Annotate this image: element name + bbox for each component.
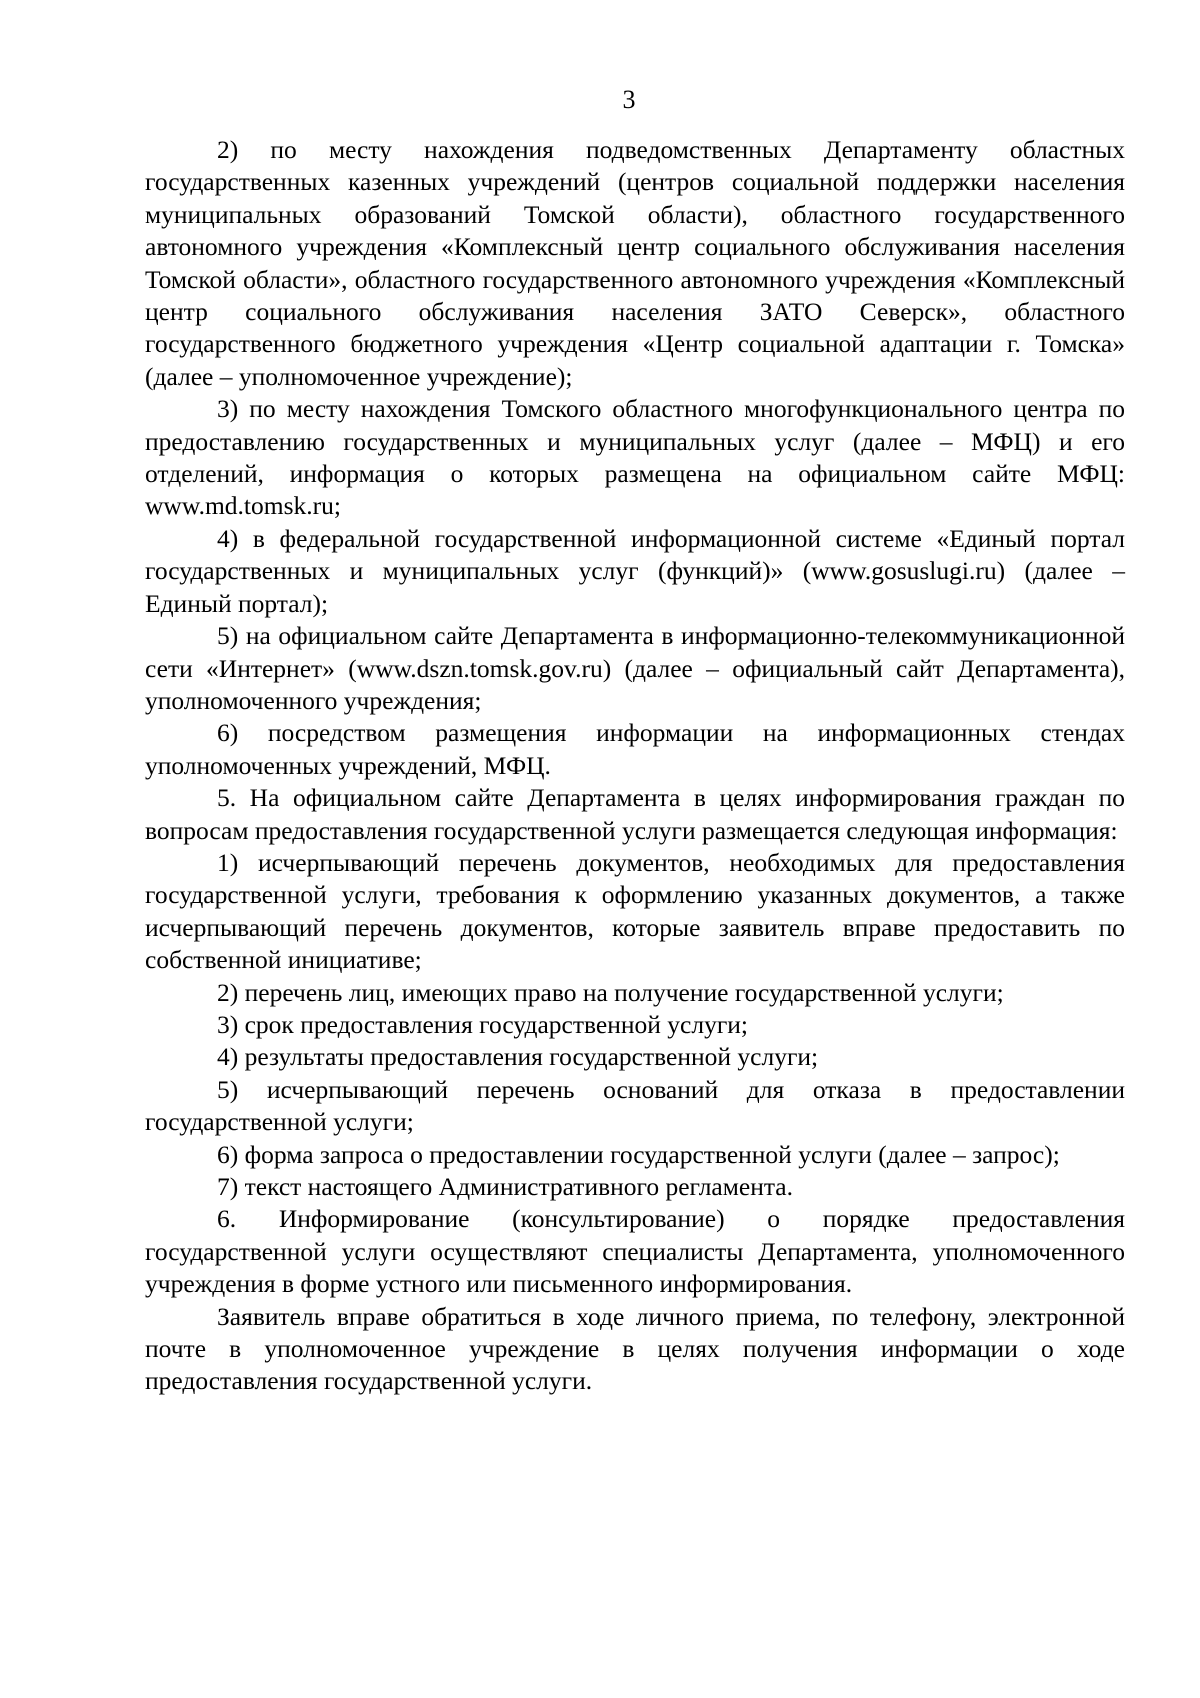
paragraph: 7) текст настоящего Административного регламента. (217, 1172, 794, 1201)
paragraph: 6) посредством размещения информации на информационных стендах уполномоченных учреждений, МФЦ. (145, 718, 1125, 780)
paragraph: 4) результаты предоставления государственной услуги; (217, 1042, 819, 1072)
paragraph: 1) исчерпывающий перечень документов, необходимых для предоставления государственной услуги, требования к оформлению указанных документов, а также исчерпывающий перечень документов, которые заявитель вправе предоставить по собственной инициативе; (145, 847, 1125, 975)
paragraph: 6. Информирование (консультирование) о порядке предоставления государственной услуги осуществляют специалисты Департамента, уполномоченного учреждения в форме устного или письменного информирования. (145, 1204, 1125, 1299)
paragraph: 2) перечень лиц, имеющих право на получение государственной услуги; (217, 977, 1004, 1007)
paragraph: 5) на официальном сайте Департамента в информационно-телекоммуникационной сети «Интернет» (www.dszn.tomsk.gov.ru) (далее – официальный сайт Департамента), уполномоченного учреждения; (145, 621, 1125, 715)
paragraph: 4) в федеральной государственной информационной системе «Единый портал государственных и муниципальных услуг (функций)» (www.gosuslugi.ru) (далее – Единый портал); (145, 523, 1125, 618)
paragraph: 3) срок предоставления государственной услуги; (217, 1009, 749, 1039)
paragraph: 5) исчерпывающий перечень оснований для отказа в предоставлении государственной услуги; (145, 1074, 1125, 1137)
paragraph: Заявитель вправе обратиться в ходе личного приема, по телефону, электронной почте в уполномоченное учреждение в целях получения информации о ходе предоставления государственной услуги. (145, 1301, 1125, 1396)
paragraph: 6) форма запроса о предоставлении государственной услуги (далее – запрос); (217, 1139, 1060, 1169)
paragraph: 5. На официальном сайте Департамента в целях информирования граждан по вопросам предоставления государственной услуги размещается следующая информация: (145, 783, 1125, 845)
document-body (145, 134, 1125, 1398)
paragraph: 2) по месту нахождения подведомственных Департаменту областных государственных казенных учреждений (центров социальной поддержки населения муниципальных образований Томской области), областного государственного автономного учреждения «Комплексный центр социального обслуживания населения Томской области», областного государственного автономного учреждения «Комплексный центр социального обслуживания населения ЗАТО Северск», областного государственного бюджетного учреждения «Центр социальной адаптации г. Томска» (далее – уполномоченное учреждение); (145, 135, 1125, 391)
page-number: 3 (622, 85, 636, 114)
paragraph: 3) по месту нахождения Томского областного многофункционального центра по предоставлению государственных и муниципальных услуг (далее – МФЦ) и его отделений, информация о которых размещена на официальном сайте МФЦ: www.md.tomsk.ru; (145, 394, 1125, 521)
